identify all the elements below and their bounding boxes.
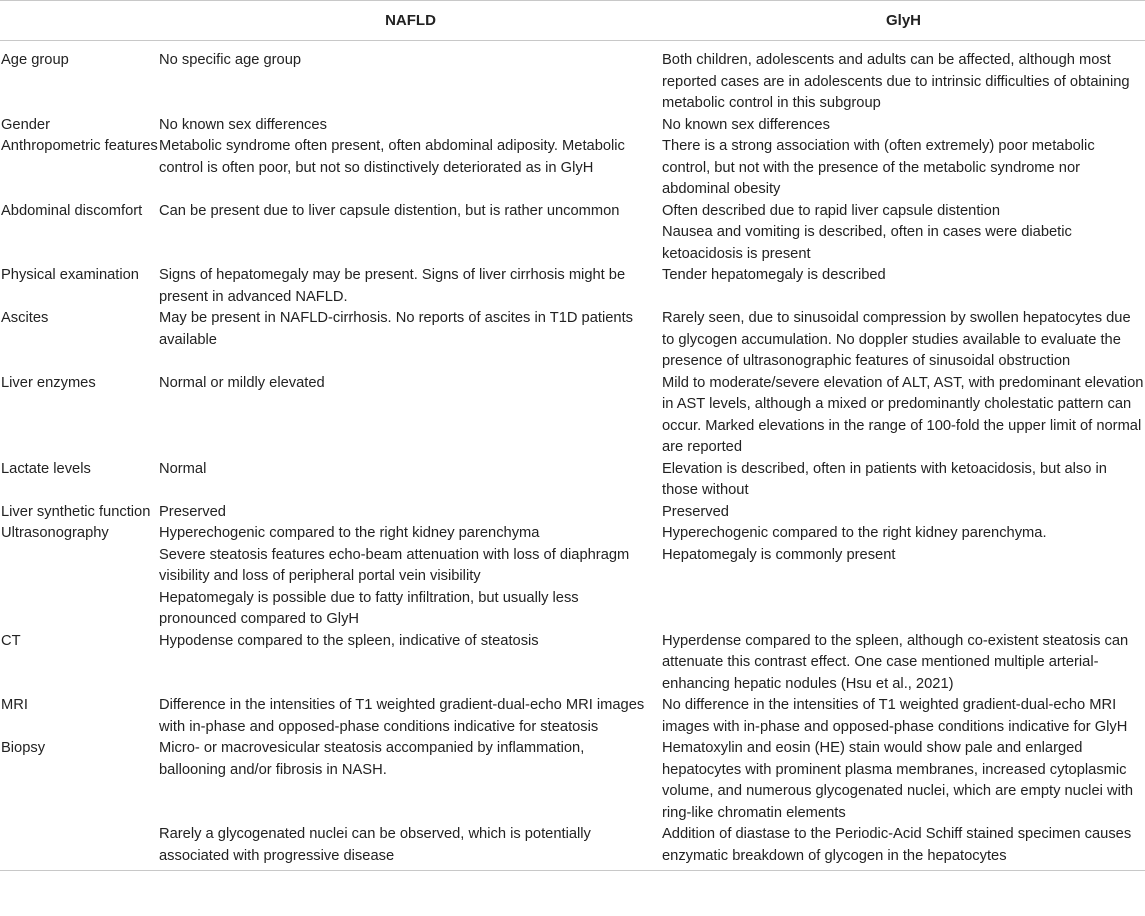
glyh-cell [662, 523, 1145, 631]
nafld-cell [159, 824, 662, 870]
glyh-cell [662, 265, 1145, 308]
glyh-cell-text: There is a strong association with (often extremely) poor metabolic control, but not with the presence of the metabolic syndrome nor abdominal obesity [662, 138, 1095, 197]
row-label: CT [1, 632, 21, 649]
row-label: Abdominal discomfort [1, 202, 143, 219]
row-label: MRI [1, 697, 28, 713]
nafld-cell-text: Normal or mildly elevated [159, 374, 325, 391]
nafld-cell [159, 136, 662, 201]
glyh-cell [662, 502, 1145, 524]
header-nafld: NAFLD [159, 1, 662, 41]
glyh-cell-text: Preserved [662, 503, 729, 520]
table-row [0, 502, 1145, 524]
nafld-cell-text: Can be present due to liver capsule distention, but is rather uncommon [159, 202, 620, 219]
table-body [0, 41, 1145, 871]
nafld-cell-text: No known sex differences [159, 116, 327, 133]
glyh-cell-text: Often described due to rapid liver capsule distention [662, 202, 1001, 219]
glyh-cell [662, 824, 1145, 870]
glyh-cell [662, 201, 1145, 266]
nafld-cell [159, 308, 662, 373]
nafld-cell-text: May be present in NAFLD-cirrhosis. No reports of ascites in T1D patients available [159, 310, 633, 348]
glyh-cell-text: Nausea and vomiting is described, often in cases were diabetic ketoacidosis is present [662, 224, 1072, 262]
glyh-cell [662, 695, 1145, 738]
row-label: Ultrasonography [1, 525, 109, 541]
table-row [0, 308, 1145, 373]
nafld-cell [159, 373, 662, 459]
table-row [0, 265, 1145, 308]
table-row [0, 824, 1145, 870]
nafld-cell [159, 201, 662, 266]
glyh-cell-text: Both children, adolescents and adults can be affected, although most reported cases are in adolescents due to intrinsic difficulties of obtaining metabolic control in this subgroup [662, 52, 1130, 111]
glyh-cell [662, 115, 1145, 137]
glyh-cell-text: Mild to moderate/severe elevation of ALT, AST, with predominant elevation in AST levels, although a mixed or predominantly cholestatic pattern can occur. Marked elevations in the range of 100-fold the upper limit of normal are reported [662, 374, 1144, 455]
nafld-cell-text: Preserved [159, 503, 226, 520]
row-label: Anthropometric features [1, 138, 158, 154]
glyh-cell [662, 631, 1145, 696]
nafld-cell [159, 459, 662, 502]
table-header-row [0, 1, 1145, 41]
row-label: Gender [1, 116, 50, 133]
glyh-cell [662, 308, 1145, 373]
row-label: Ascites [1, 310, 49, 326]
nafld-cell [159, 502, 662, 524]
header-glyh: GlyH [662, 1, 1145, 41]
glyh-cell-text: Hyperechogenic compared to the right kidney parenchyma. [662, 525, 1047, 541]
table-row [0, 695, 1145, 738]
table-row [0, 115, 1145, 137]
row-label: Physical examination [1, 267, 139, 283]
row-label [0, 824, 159, 870]
glyh-cell [662, 41, 1145, 115]
nafld-cell-text: Normal [159, 460, 207, 477]
nafld-cell [159, 115, 662, 137]
table-row [0, 631, 1145, 696]
table-row [0, 373, 1145, 459]
row-label: Liver enzymes [1, 374, 96, 391]
nafld-cell-text: Severe steatosis features echo-beam attenuation with loss of diaphragm visibility and loss of peripheral portal vein visibility [159, 546, 630, 584]
glyh-cell [662, 373, 1145, 459]
row-label: Liver synthetic function [1, 503, 151, 520]
header-label-col [0, 1, 159, 41]
glyh-cell [662, 738, 1145, 824]
glyh-cell-text: Hematoxylin and eosin (HE) stain would show pale and enlarged hepatocytes with prominent plasma membranes, increased cytoplasmic volume, and numerous glycogenated nuclei, which are empty nuclei with ring-like chromatin elements [662, 740, 1134, 821]
table-row [0, 41, 1145, 115]
table-row [0, 201, 1145, 266]
glyh-cell-text: Hepatomegaly is commonly present [662, 546, 896, 563]
nafld-cell-text: Difference in the intensities of T1 weighted gradient-dual-echo MRI images with in-phase and opposed-phase conditions indicative for steatosis [159, 697, 645, 735]
glyh-cell [662, 459, 1145, 502]
nafld-cell [159, 41, 662, 115]
nafld-cell-text: Hyperechogenic compared to the right kidney parenchyma [159, 525, 540, 541]
row-label: Lactate levels [1, 460, 91, 477]
glyh-cell-text: Rarely seen, due to sinusoidal compression by swollen hepatocytes due to glycogen accumulation. No doppler studies available to evaluate the presence of ultrasonographic features of sinusoidal obstruction [662, 310, 1131, 369]
nafld-cell-text: Signs of hepatomegaly may be present. Signs of liver cirrhosis might be present in advanced NAFLD. [159, 267, 626, 305]
glyh-cell-text: No known sex differences [662, 116, 830, 133]
nafld-cell-text: Rarely a glycogenated nuclei can be observed, which is potentially associated with progressive disease [159, 826, 591, 864]
table-row [0, 523, 1145, 631]
nafld-cell [159, 631, 662, 696]
nafld-cell [159, 523, 662, 631]
table-row [0, 136, 1145, 201]
glyh-cell-text: Tender hepatomegaly is described [662, 267, 886, 283]
glyh-cell-text: Hyperdense compared to the spleen, although co-existent steatosis can attenuate this contrast effect. One case mentioned multiple arterial-enhancing hepatic nodules (Hsu et al., 2021) [662, 632, 1129, 692]
glyh-cell-text: No difference in the intensities of T1 weighted gradient-dual-echo MRI images with in-phase and opposed-phase conditions indicative for GlyH [662, 697, 1128, 735]
row-label: Biopsy [1, 740, 46, 756]
nafld-cell [159, 265, 662, 308]
table-row [0, 738, 1145, 824]
glyh-cell-text: Elevation is described, often in patients with ketoacidosis, but also in those without [662, 460, 1107, 498]
nafld-cell-text: Micro- or macrovesicular steatosis accompanied by inflammation, ballooning and/or fibrosis in NASH. [159, 740, 585, 778]
glyh-cell-text: Addition of diastase to the Periodic-Acid Schiff stained specimen causes enzymatic breakdown of glycogen in the hepatocytes [662, 826, 1132, 864]
nafld-cell [159, 738, 662, 824]
nafld-cell-text: No specific age group [159, 52, 302, 68]
nafld-cell-text: Hepatomegaly is possible due to fatty infiltration, but usually less pronounced compared to GlyH [159, 589, 579, 627]
nafld-cell-text: Metabolic syndrome often present, often abdominal adiposity. Metabolic control is often poor, but not so distinctively deteriorated as in GlyH [159, 138, 625, 176]
row-label: Age group [1, 52, 69, 68]
table-row [0, 459, 1145, 502]
glyh-cell [662, 136, 1145, 201]
nafld-cell-text: Hypodense compared to the spleen, indicative of steatosis [159, 632, 539, 649]
nafld-cell [159, 695, 662, 738]
